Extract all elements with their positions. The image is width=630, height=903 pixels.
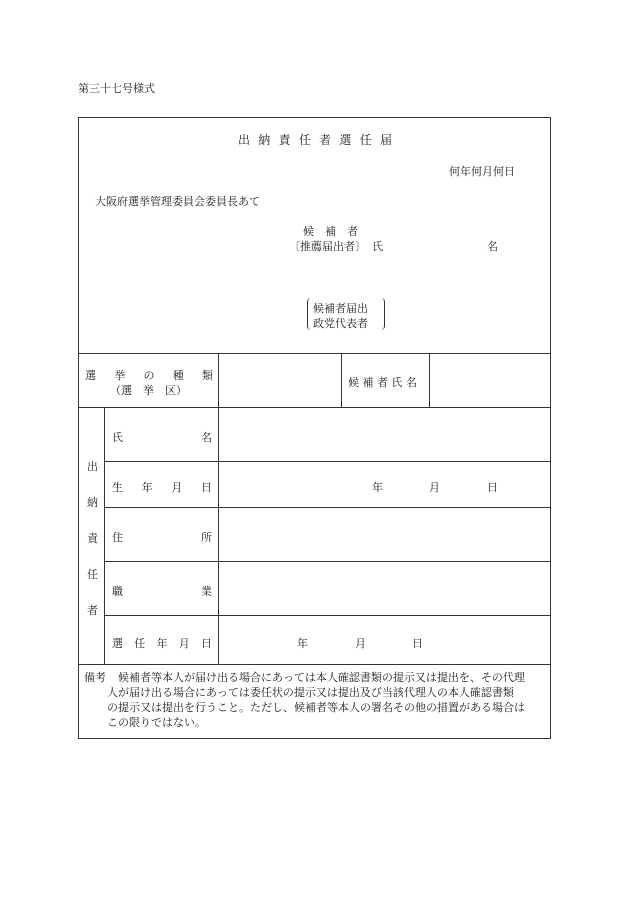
election-type-label: 選 挙 の 種 類: [85, 369, 213, 382]
row-label-appointed: 選 任 年 月 日: [112, 637, 212, 650]
remarks-line: この限りではない。: [107, 716, 206, 729]
appoint-year-unit: 年: [297, 637, 308, 650]
remarks-label: 備考: [84, 671, 106, 684]
divider: [104, 461, 551, 462]
name-label-shi: 氏: [372, 240, 383, 253]
birth-year-unit: 年: [372, 481, 383, 494]
recommender-label: 〔推薦届出者〕: [289, 240, 366, 253]
divider: [104, 615, 551, 616]
divider: [218, 407, 219, 664]
addressee: 大阪府選挙管理委員会委員長あて: [95, 195, 260, 208]
divider: [104, 407, 105, 664]
birth-month-unit: 月: [429, 481, 440, 494]
candidate-name-label: 候 補 者 氏 名: [348, 376, 417, 389]
treasurer-label-char: 責: [87, 532, 98, 545]
party-label-line2: 政党代表者: [313, 317, 368, 330]
appoint-month-unit: 月: [355, 637, 366, 650]
candidate-label: 候 補 者: [303, 225, 358, 238]
row-label-address: 住 所: [112, 531, 212, 544]
name-label-mei: 名: [487, 240, 498, 253]
birth-day-unit: 日: [487, 481, 498, 494]
divider: [78, 353, 551, 354]
form-number: 第三十七号様式: [78, 82, 155, 95]
divider: [104, 561, 551, 562]
divider: [104, 507, 551, 508]
form-title: 出 納 責 任 者 選 任 届: [238, 133, 392, 147]
remarks-line: 候補者等本人が届け出る場合にあっては本人確認書類の提示又は提出を、その代理: [118, 671, 525, 684]
treasurer-label-char: 任: [87, 568, 98, 581]
district-label: （選 挙 区）: [110, 384, 187, 397]
treasurer-label-char: 納: [87, 496, 98, 509]
divider: [78, 407, 551, 408]
divider: [341, 353, 342, 407]
party-label-line1: 候補者届出: [313, 302, 368, 315]
divider: [429, 353, 430, 407]
treasurer-label-char: 者: [87, 604, 98, 617]
remarks-line: 人が届け出る場合にあっては委任状の提示又は提出及び当該代理人の本人確認書類: [107, 686, 514, 699]
date-line: 何年何月何日: [449, 165, 515, 178]
row-label-name: 氏 名: [112, 431, 212, 444]
remarks-line: の提示又は提出を行うこと。ただし、候補者等本人の署名その他の措置がある場合は: [107, 701, 525, 714]
divider: [218, 353, 219, 407]
row-label-birth: 生 年 月 日: [112, 481, 212, 494]
row-label-occupation: 職 業: [112, 585, 212, 598]
appoint-day-unit: 日: [412, 637, 423, 650]
divider: [78, 664, 551, 665]
treasurer-label-char: 出: [87, 460, 98, 473]
